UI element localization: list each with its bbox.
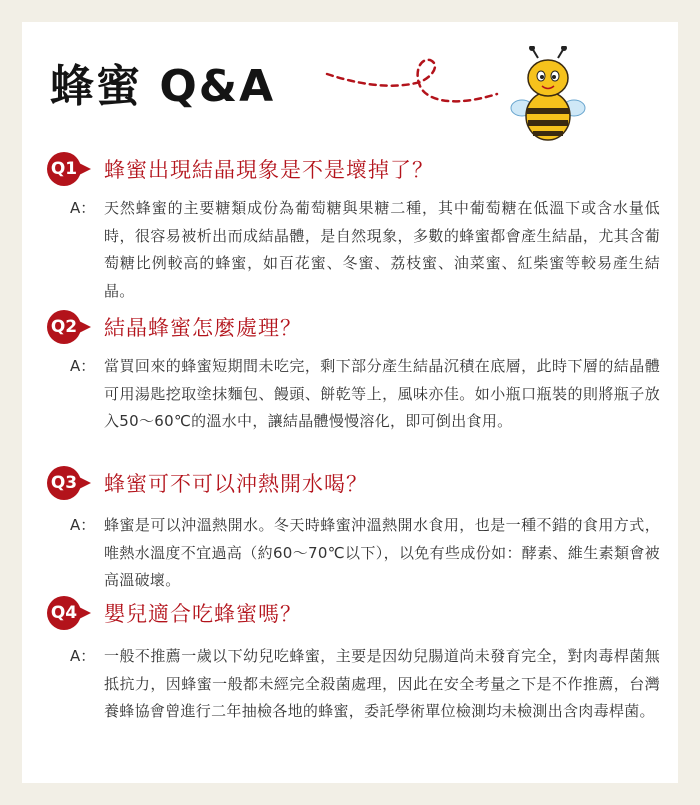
question-text: 蜂蜜可不可以沖熱開水喝？ xyxy=(104,472,368,496)
question-row xyxy=(22,152,678,188)
question-text: 蜂蜜出現結晶現象是不是壞掉了？ xyxy=(104,158,434,182)
answer-block xyxy=(70,643,660,726)
answer-text: 天然蜂蜜的主要糖類成份為葡萄糖與果糖二種，其中葡萄糖在低溫下或含水量低時，很容易被析出而成結晶體，是自然現象，多數的蜂蜜都會產生結晶，尤其含葡萄糖比例較高的蜂蜜，如百花蜜、冬蜜、荔枝蜜、油菜蜜、紅柴蜜等較易產生結晶。 xyxy=(104,199,660,300)
question-badge: Q1 xyxy=(47,152,81,186)
question-text: 結晶蜂蜜怎麼處理？ xyxy=(104,316,302,340)
answer-prefix: A： xyxy=(70,516,96,534)
qa-item-4 xyxy=(22,596,678,720)
question-badge: Q2 xyxy=(47,310,81,344)
answer-prefix: A： xyxy=(70,199,96,217)
answer-block xyxy=(70,512,660,595)
answer-text: 一般不推薦一歲以下幼兒吃蜂蜜，主要是因幼兒腸道尚未發育完全，對肉毒桿菌無抵抗力，因蜂蜜一般都未經完全殺菌處理，因此在安全考量之下是不作推薦，台灣養蜂協會曾進行二年抽檢各地的蜂蜜，委託學術單位檢測均未檢測出含肉毒桿菌。 xyxy=(104,647,660,720)
qa-card xyxy=(22,22,678,783)
answer-block xyxy=(70,195,660,305)
question-row xyxy=(22,596,678,632)
question-badge: Q4 xyxy=(47,596,81,630)
qa-item-3 xyxy=(22,466,678,589)
question-row xyxy=(22,466,678,502)
qa-item-2 xyxy=(22,310,678,430)
question-text: 嬰兒適合吃蜂蜜嗎？ xyxy=(104,602,302,626)
page-title: 蜂蜜 Q&A xyxy=(50,61,276,112)
qa-item-1 xyxy=(22,152,678,300)
bee-mascot-icon xyxy=(508,46,588,146)
answer-text: 蜂蜜是可以沖溫熱開水。冬天時蜂蜜沖溫熱開水食用，也是一種不錯的食用方式，唯熱水溫度不宜過高（約60～70℃以下），以免有些成份如：酵素、維生素類會被高溫破壞。 xyxy=(104,516,660,589)
answer-prefix: A： xyxy=(70,357,96,375)
answer-text: 當買回來的蜂蜜短期間未吃完，剩下部分產生結晶沉積在底層，此時下層的結晶體可用湯匙挖取塗抹麵包、饅頭、餅乾等上，風味亦佳。如小瓶口瓶裝的則將瓶子放入50～60℃的溫水中，讓結晶體慢慢溶化，即可倒出食用。 xyxy=(104,357,660,430)
answer-block xyxy=(70,353,660,436)
answer-prefix: A： xyxy=(70,647,96,665)
question-badge: Q3 xyxy=(47,466,81,500)
question-row xyxy=(22,310,678,346)
dashed-swirl-decoration xyxy=(322,56,502,116)
